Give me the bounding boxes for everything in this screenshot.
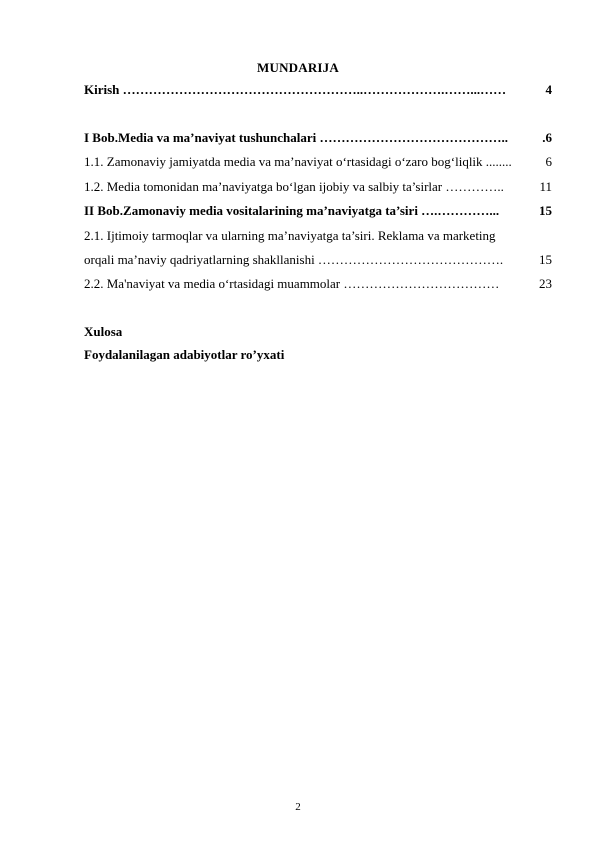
- toc-entry-kirish: [84, 82, 552, 98]
- toc-entry-2-1-line-2: [84, 252, 552, 268]
- page-number: 2: [295, 801, 301, 813]
- toc-entry-label: II Bob.Zamonaviy media vositalarining ma’naviyatga ta’siri ….…………...: [84, 203, 500, 218]
- toc-entry-label: 2.2. Ma'naviyat va media o‘rtasidagi muammolar ………………………………: [84, 276, 500, 291]
- toc-entry-label: 1.1. Zamonaviy jamiyatda media va ma’naviyat o‘rtasidagi o‘zaro bog‘liqlik ........: [84, 154, 512, 169]
- toc-entry-label: orqali ma’naviy qadriyatlarning shakllanishi …………………………………….: [84, 252, 504, 267]
- toc-entry-references: [84, 347, 552, 363]
- toc-entry-label: I Bob.Media va ma’naviyat tushunchalari ……………………………………..: [84, 130, 508, 145]
- toc-entry-2-2: [84, 276, 552, 292]
- toc-entry-page: 23: [539, 276, 552, 291]
- toc-entry-page: 15: [539, 203, 552, 218]
- toc-entry-label: 2.1. Ijtimoiy tarmoqlar va ularning ma’naviyatga ta’siri. Reklama va marketing: [84, 228, 496, 243]
- toc-entry-label: Xulosa: [84, 324, 123, 339]
- toc-entry-xulosa: [84, 324, 552, 340]
- toc-entry-1-2: [84, 179, 552, 195]
- toc-entry-page: 6: [545, 154, 552, 169]
- toc-entry-2-1-line-1: [84, 228, 552, 244]
- toc-entry-chapter-1: [84, 130, 552, 146]
- toc-entry-page: 15: [539, 252, 552, 267]
- toc-entry-page: .6: [542, 130, 552, 145]
- toc-entry-label: 1.2. Media tomonidan ma’naviyatga bo‘lgan ijobiy va salbiy ta’sirlar …………..: [84, 179, 504, 194]
- toc-entry-label: Foydalanilagan adabiyotlar ro’yxati: [84, 347, 285, 362]
- toc-entry-chapter-2: [84, 203, 552, 219]
- toc-entry-page: 11: [539, 179, 552, 194]
- toc-title: MUNDARIJA: [257, 60, 339, 75]
- toc-entry-page: 4: [545, 82, 552, 97]
- toc-entry-label: Kirish ………………………………………………..……………….……...……: [84, 82, 507, 97]
- toc-entry-1-1: [84, 154, 552, 170]
